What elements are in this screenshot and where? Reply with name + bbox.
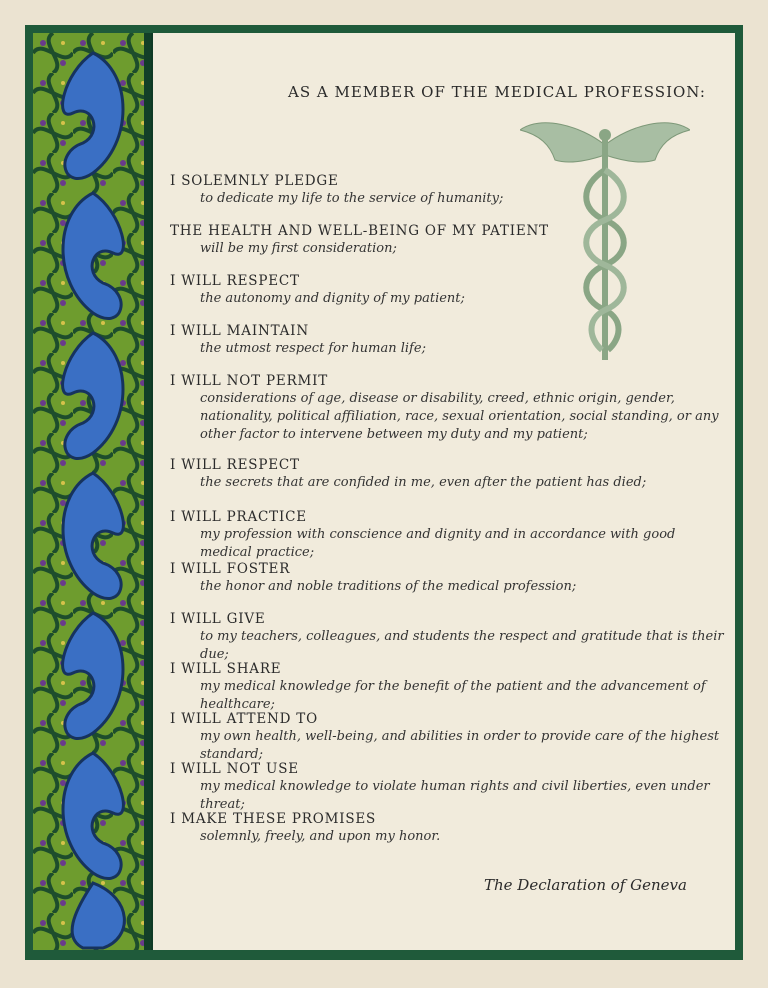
pledge-text: solemnly, freely, and upon my honor.: [200, 829, 441, 844]
oath-header: AS A MEMBER OF THE MEDICAL PROFESSION:: [288, 83, 706, 101]
pledge-text: my medical knowledge to violate human rights and civil liberties, even under threat;: [200, 779, 710, 812]
pledge-text: considerations of age, disease or disability, creed, ethnic origin, gender, nationality, political affiliation, race, sexual orientation, social standing, or any other factor to intervene between my duty and my patient;: [200, 391, 719, 442]
pledge-item: [170, 710, 730, 764]
pledge-item: [170, 222, 730, 258]
pledge-heading: I MAKE THESE PROMISES: [170, 811, 377, 827]
pledge-item: [170, 760, 730, 814]
pledge-heading: THE HEALTH AND WELL-BEING OF MY PATIENT: [170, 223, 549, 239]
pledge-heading: I WILL SHARE: [170, 661, 282, 677]
pledge-text: to my teachers, colleagues, and students the respect and gratitude that is their due;: [200, 629, 724, 662]
pledge-item: [170, 172, 730, 208]
pledge-heading: I WILL RESPECT: [170, 457, 300, 473]
pledge-item: [170, 322, 730, 358]
pledge-item: [170, 660, 730, 714]
pledge-item: [170, 810, 730, 846]
pledge-item: [170, 272, 730, 308]
pledge-heading: I WILL FOSTER: [170, 561, 291, 577]
pledge-heading: I WILL RESPECT: [170, 273, 300, 289]
pledge-item: [170, 610, 730, 664]
pledge-item: [170, 508, 730, 562]
band-divider: [144, 33, 151, 950]
pledge-heading: I WILL NOT PERMIT: [170, 373, 329, 389]
pledge-heading: I SOLEMNLY PLEDGE: [170, 173, 339, 189]
pledge-heading: I WILL ATTEND TO: [170, 711, 318, 727]
signature-line: The Declaration of Geneva: [484, 876, 687, 894]
pledge-heading: I WILL MAINTAIN: [170, 323, 309, 339]
pledge-text: the autonomy and dignity of my patient;: [200, 291, 465, 306]
pledge-text: the honor and noble traditions of the medical profession;: [200, 579, 577, 594]
paisley-border-ornament: [33, 33, 151, 950]
pledge-heading: I WILL PRACTICE: [170, 509, 307, 525]
pledge-text: to dedicate my life to the service of humanity;: [200, 191, 504, 206]
paisley-pattern: [33, 33, 151, 950]
pledge-text: the secrets that are confided in me, even after the patient has died;: [200, 475, 647, 490]
pledge-item: [170, 560, 730, 596]
pledge-item: [170, 372, 730, 444]
pledge-item: [170, 456, 730, 492]
pledge-heading: I WILL NOT USE: [170, 761, 299, 777]
pledge-text: my own health, well-being, and abilities in order to provide care of the highest standard;: [200, 729, 720, 762]
pledge-text: my medical knowledge for the benefit of the patient and the advancement of healthcare;: [200, 679, 706, 712]
pledge-text: the utmost respect for human life;: [200, 341, 426, 356]
pledge-text: will be my first consideration;: [200, 241, 397, 256]
pledge-heading: I WILL GIVE: [170, 611, 266, 627]
pledge-text: my profession with conscience and dignity and in accordance with good medical practice;: [200, 527, 676, 560]
